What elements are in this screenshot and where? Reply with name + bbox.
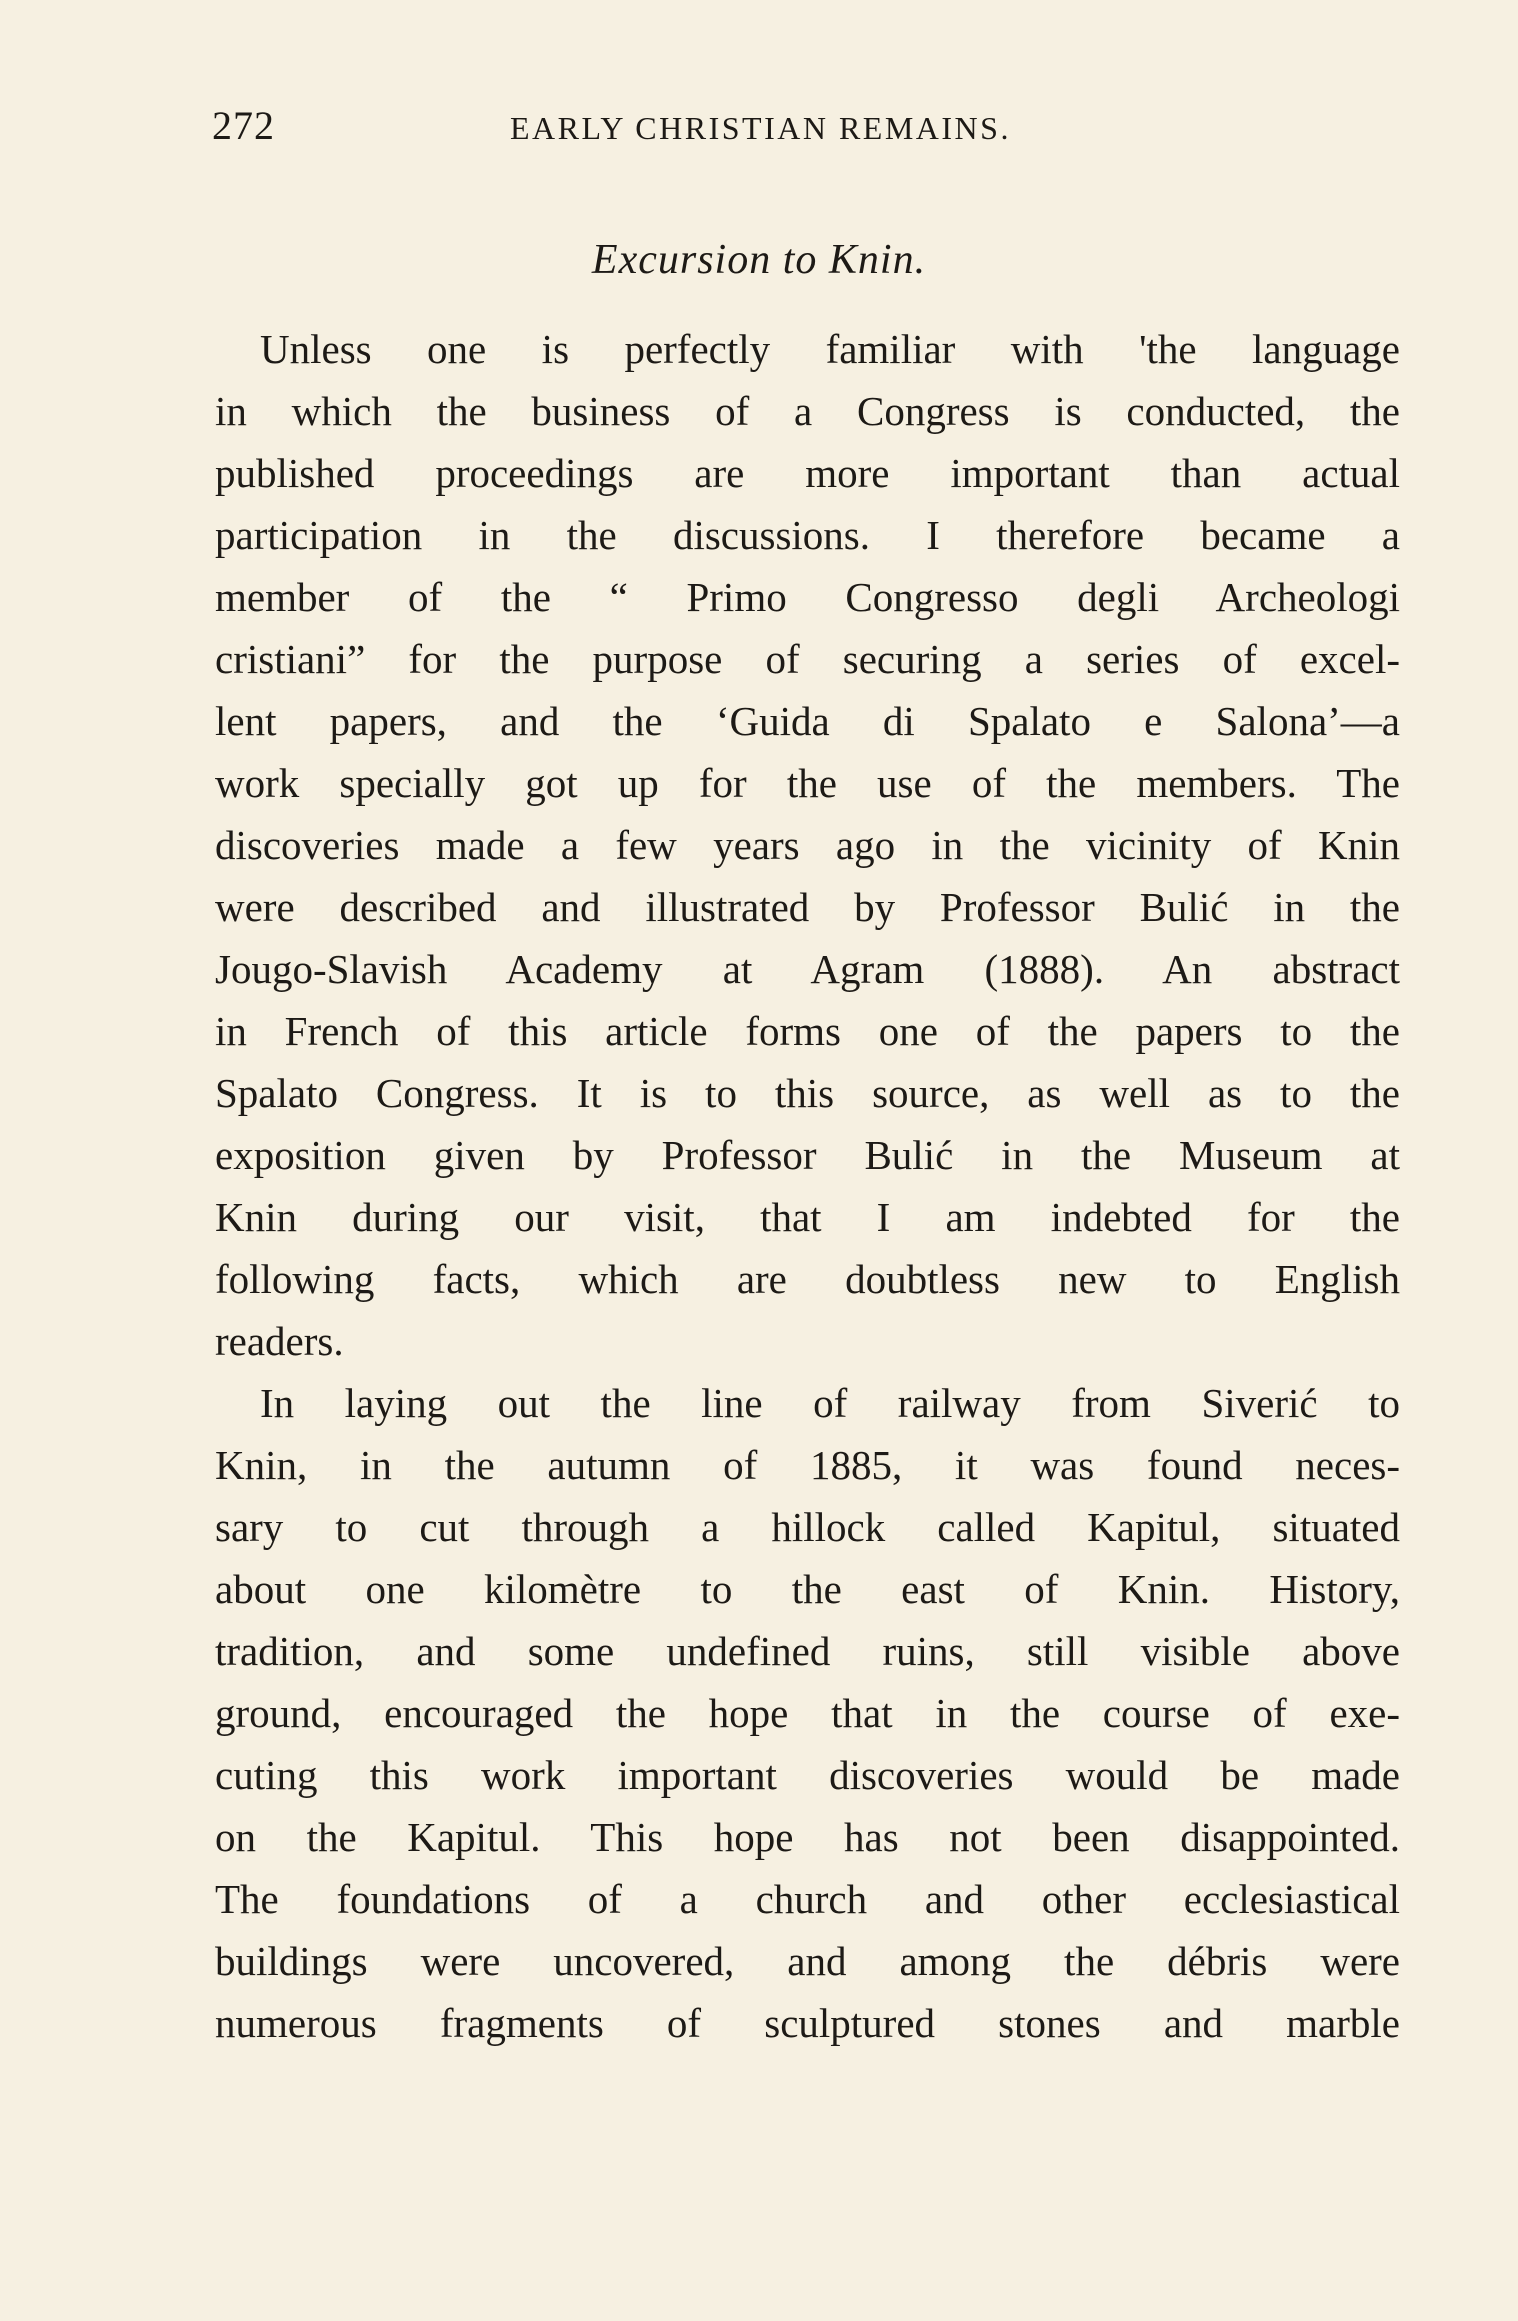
text-line: In laying out the line of railway from Siverić to	[260, 1380, 1400, 1426]
text-line: on the Kapitul. This hope has not been disappointed.	[215, 1814, 1400, 1860]
text-line: Jougo-Slavish Academy at Agram (1888). An abstract	[215, 946, 1400, 992]
text-line: Unless one is perfectly familiar with 'the language	[260, 326, 1400, 372]
text-line: lent papers, and the ‘Guida di Spalato e Salona’—a	[215, 698, 1400, 744]
text-line: Spalato Congress. It is to this source, as well as to the	[215, 1070, 1400, 1116]
text-line: Knin, in the autumn of 1885, it was found neces-	[215, 1442, 1400, 1488]
text-line: cuting this work important discoveries would be made	[215, 1752, 1400, 1798]
text-line: following facts, which are doubtless new to English	[215, 1256, 1400, 1302]
text-line: discoveries made a few years ago in the vicinity of Knin	[215, 822, 1400, 868]
text-line: participation in the discussions. I therefore became a	[215, 512, 1400, 558]
text-line: buildings were uncovered, and among the débris were	[215, 1938, 1400, 1984]
text-line: numerous fragments of sculptured stones and marble	[215, 2000, 1400, 2046]
running-head: EARLY CHRISTIAN REMAINS.	[510, 110, 1011, 146]
text-line: cristiani” for the purpose of securing a series of excel-	[215, 636, 1400, 682]
text-line: in which the business of a Congress is conducted, the	[215, 388, 1400, 434]
text-line: published proceedings are more important than actual	[215, 450, 1400, 496]
text-line: tradition, and some undefined ruins, still visible above	[215, 1628, 1400, 1674]
text-line: ground, encouraged the hope that in the course of exe-	[215, 1690, 1400, 1736]
text-line: exposition given by Professor Bulić in the Museum at	[215, 1132, 1400, 1178]
page-number: 272	[212, 103, 275, 148]
text-line: member of the “ Primo Congresso degli Archeologi	[215, 574, 1400, 620]
page-header	[212, 102, 1392, 162]
text-line: were described and illustrated by Professor Bulić in the	[215, 884, 1400, 930]
text-line: Knin during our visit, that I am indebted for the	[215, 1194, 1400, 1240]
text-line: work specially got up for the use of the members. The	[215, 760, 1400, 806]
text-line: readers.	[215, 1318, 344, 1364]
text-line: about one kilomètre to the east of Knin. History,	[215, 1566, 1400, 1612]
text-line: sary to cut through a hillock called Kapitul, situated	[215, 1504, 1400, 1550]
text-line: The foundations of a church and other ecclesiastical	[215, 1876, 1400, 1922]
section-title: Excursion to Knin.	[591, 237, 927, 283]
text-line: in French of this article forms one of the papers to the	[215, 1008, 1400, 1054]
